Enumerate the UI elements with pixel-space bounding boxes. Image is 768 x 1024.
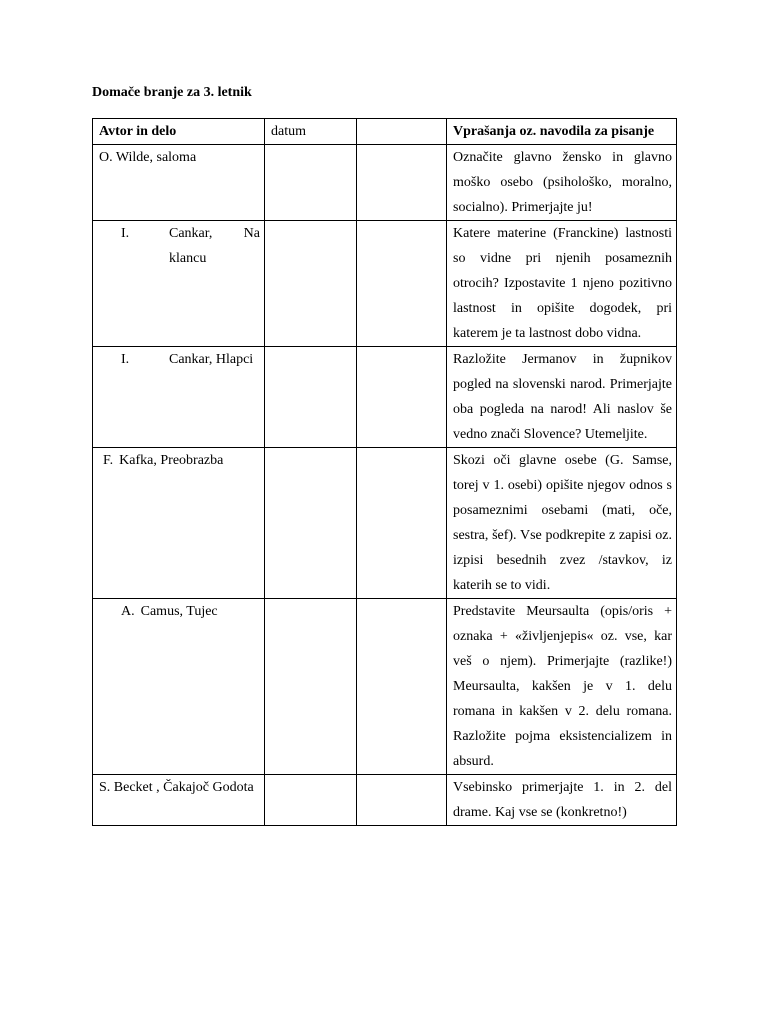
author-text: Cankar, Hlapci — [169, 352, 254, 367]
author-text: Kafka, Preobrazba — [119, 453, 224, 468]
list-number: F. — [103, 453, 114, 468]
header-empty — [357, 119, 447, 145]
author-text: Camus, Tujec — [140, 604, 218, 619]
author-cell: S. Becket , Čakajoč Godota — [93, 775, 265, 826]
author-cell — [93, 599, 265, 775]
empty-cell — [357, 599, 447, 775]
author-cell — [93, 448, 265, 599]
header-questions: Vprašanja oz. navodila za pisanje — [447, 119, 677, 145]
date-cell — [265, 347, 357, 448]
document-title: Domače branje za 3. letnik — [92, 85, 252, 100]
date-cell — [265, 221, 357, 347]
list-number: I. — [121, 352, 130, 367]
question-cell: Vsebinsko primerjajte 1. in 2. del drame. Kaj vse se (konkretno!) — [447, 775, 677, 826]
header-date: datum — [265, 119, 357, 145]
empty-cell — [357, 775, 447, 826]
table-row — [93, 221, 677, 347]
table-row — [93, 347, 677, 448]
date-cell — [265, 145, 357, 221]
question-cell: Predstavite Meursaulta (opis/oris + oznaka + «življenjepis« oz. vse, kar veš o njem). Primerjajte (razlike!) Meursaulta, kakšen je v 1. delu romana in kakšen v 2. delu romana. Razložite pojma eksistencializem in absurd. — [447, 599, 677, 775]
author-text: Cankar, Na klancu — [169, 226, 260, 266]
empty-cell — [357, 221, 447, 347]
table-row — [93, 145, 677, 221]
author-cell: O. Wilde, saloma — [93, 145, 265, 221]
empty-cell — [357, 448, 447, 599]
empty-cell — [357, 347, 447, 448]
date-cell — [265, 775, 357, 826]
header-row — [93, 119, 677, 145]
empty-cell — [357, 145, 447, 221]
question-cell: Skozi oči glavne osebe (G. Samse, torej v 1. osebi) opišite njegov odnos s posameznimi osebami (mati, oče, sestra, šef). Vse podkrepite z zapisi oz. izpisi besednih zvez /stavkov, iz katerih se to vidi. — [447, 448, 677, 599]
table-row — [93, 599, 677, 775]
question-cell: Označite glavno žensko in glavno moško osebo (psihološko, moralno, socialno). Primerjajte ju! — [447, 145, 677, 221]
question-cell: Razložite Jermanov in župnikov pogled na slovenski narod. Primerjajte oba pogleda na narod! Ali naslov še vedno znači Slovence? Utemeljite. — [447, 347, 677, 448]
header-author: Avtor in delo — [93, 119, 265, 145]
table-row — [93, 775, 677, 826]
author-cell — [93, 347, 265, 448]
table-row — [93, 448, 677, 599]
list-number: A. — [121, 604, 135, 619]
question-cell: Katere materine (Franckine) lastnosti so vidne pri njenih posameznih otrocih? Izpostavite 1 njeno pozitivno lastnost in opišite dogodek, pri katerem je ta lastnost dobo vidna. — [447, 221, 677, 347]
author-cell — [93, 221, 265, 347]
date-cell — [265, 448, 357, 599]
reading-table — [92, 118, 677, 826]
date-cell — [265, 599, 357, 775]
list-number: I. — [121, 226, 130, 241]
